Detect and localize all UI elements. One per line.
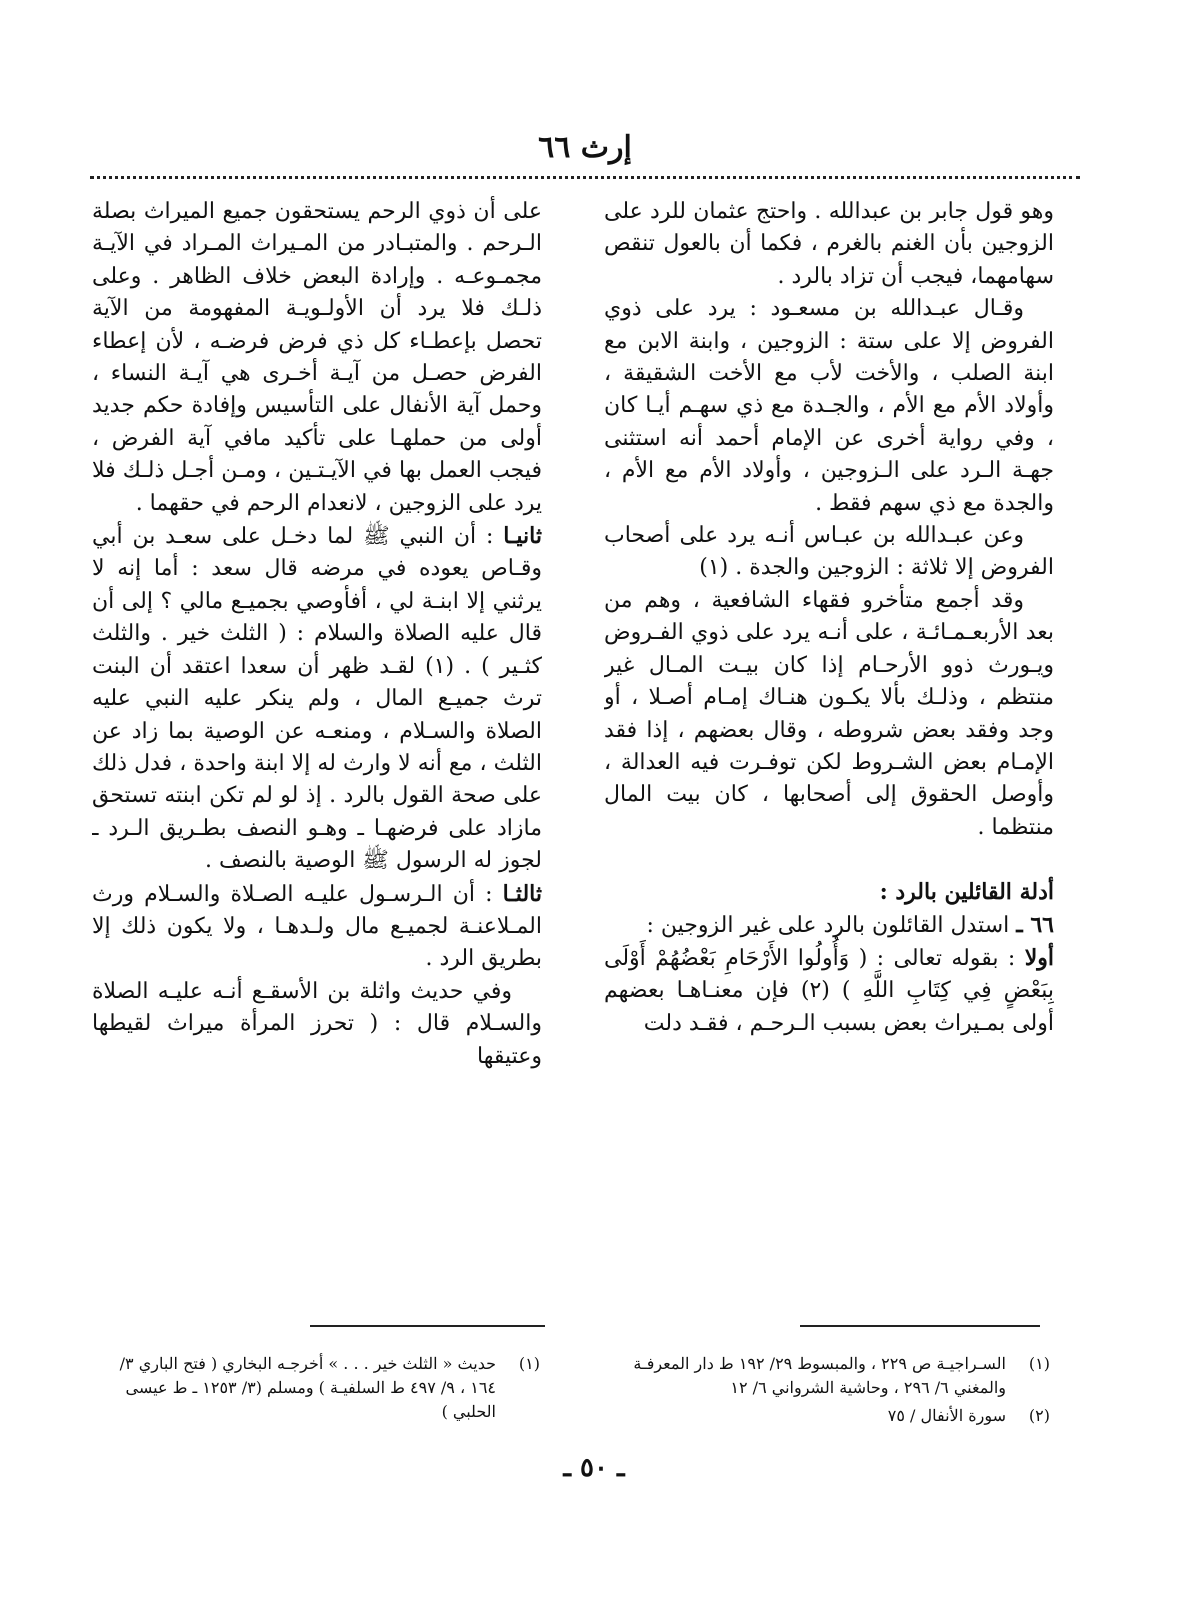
paragraph: وقد أجمع متأخرو فقهاء الشافعية ، وهم من بعد الأربعـمـائـة ، على أنـه يرد على ذوي الفـروض ويـورث ذوو الأرحـام إذا كان بيـت المـال غير منتظم ، وذلـك بألا يكـون هنـاك إمـام أصـلا ، أو وجد وفقد بعض شروطه ، وقال بعضهم ، إذا فقد الإمـام بعض الشـروط لكن توفـرت فيه العدالة ، وأوصل الحقوق إلى أصحابها ، كان بيت المال منتظما . xyxy=(604,587,1054,840)
paragraph: وهو قول جابر بن عبدالله . واحتج عثمان للرد على الزوجين بأن الغنم بالغرم ، فكما أن بالعول تنقص سهامهما، فيجب أن تزاد بالرد . xyxy=(604,199,1054,289)
point-label: ثالثـا xyxy=(502,880,542,907)
footnote-text: حديث « الثلث خير . . . » أخرجـه البخاري ( فتح الباري ٣/ ١٦٤ ، ٩/ ٤٩٧ ط السلفيـة ) ومسلم (٣/ ١٢٥٣ ـ ط عيسى الحلبي ) xyxy=(119,1354,496,1421)
paragraph: وفي حديث واثلة بن الأسقـع أنـه عليـه الصلاة والسـلام قال : ( تحرز المرأة ميراث لقيطها وعتيقها xyxy=(92,978,542,1069)
footnote xyxy=(600,1352,1050,1400)
footnote xyxy=(600,1404,1050,1428)
paragraph xyxy=(92,520,542,877)
footnote-divider xyxy=(310,1325,545,1327)
footnote-number: (٢) xyxy=(1028,1406,1050,1425)
paragraph-text: استدل القائلون بالرد على غير الزوجين : xyxy=(646,912,1010,938)
footnote-text: السـراجيـة ص ٢٢٩ ، والمبسوط ٢٩/ ١٩٢ ط دار المعرفـة والمغني ٦/ ٢٩٦ ، وحاشية الشرواني ٦/ ١٢ xyxy=(633,1354,1006,1397)
footnotes-left xyxy=(90,1352,540,1428)
paragraph xyxy=(604,942,1054,1040)
page-header xyxy=(90,128,1080,176)
left-column xyxy=(92,196,542,1316)
running-title: إرث ٦٦ xyxy=(538,130,632,165)
header-divider xyxy=(90,176,1080,179)
right-column xyxy=(604,196,1054,1316)
paragraph-number: ٦٦ ـ xyxy=(1016,911,1054,938)
paragraph xyxy=(604,909,1054,942)
paragraph xyxy=(92,878,542,976)
page-number: ـ ٥٠ ـ xyxy=(563,1453,625,1483)
paragraph-text: : بقوله تعالى : ( وَأُولُوا الأَرْحَامِ بَعْضُهُمْ أَوْلَى بِبَعْضٍ فِي كِتَابِ اللَّهِ ) (٢) فإن معنـاهـا بعضهم أولى بمـيراث بعض بسبب الـرحـم ، فقـد دلت xyxy=(604,945,1054,1036)
footnote xyxy=(90,1352,540,1424)
paragraph: وعن عبـدالله بن عبـاس أنـه يرد على أصحاب الفروض إلا ثلاثة : الزوجين والجدة . (١) xyxy=(604,523,1054,581)
footnote-number: (١) xyxy=(1028,1354,1050,1373)
footnote-divider xyxy=(800,1325,1040,1327)
footnote-number: (١) xyxy=(518,1354,540,1373)
paragraph-text: : أن الـرسـول عليـه الصـلاة والسـلام ورث المـلاعنـة لجميـع مال ولـدهـا ، ولا يكون ذلك إلا بطريق الرد . xyxy=(92,881,542,972)
point-label: ثانيـا xyxy=(503,523,542,550)
paragraph-text: : أن النبي ﷺ لما دخـل على سعـد بن أبي وقـاص يعوده في مرضه قال سعد : أما إنه لا يرثني إلا ابنـة لي ، أفأوصي بجميـع مالي ؟ إلى أن قال عليه الصلاة والسلام : ( الثلث خير . والثلث كثـير ) . (١) لقـد ظهر أن سعدا اعتقد أن البنت ترث جميـع المال ، ولم ينكر عليه النبي عليه الصلاة والسـلام ، ومنعـه عن الوصية بما زاد عن الثلث ، مع أنه لا وارث له إلا ابنة واحدة ، فدل ذلك على صحة القول بالرد . إذ لو لم تكن ابنته تستحق مازاد على فرضهـا ـ وهـو النصف بطـريق الـرد ـ لجوز له الرسول ﷺ الوصية بالنصف . xyxy=(92,524,542,874)
section-heading: أدلة القائلين بالرد : xyxy=(879,879,1054,906)
paragraph: وقـال عبـدالله بن مسعـود : يرد على ذوي الفروض إلا على ستة : الزوجين ، وابنة الابن مع ابنة الصلب ، والأخت لأب مع الأخت الشقيقة ، وأولاد الأم مع الأم ، والجـدة مع ذي سهـم أيـا كان ، وفي رواية أخرى عن الإمام أحمد أنه استثنى جهـة الـرد على الـزوجين ، وأولاد الأم مع الأم ، والجدة مع ذي سهم فقط . xyxy=(604,296,1054,516)
point-label: أولا xyxy=(1024,944,1054,971)
footnote-text: سورة الأنفال / ٧٥ xyxy=(887,1406,1006,1425)
paragraph: على أن ذوي الرحم يستحقون جميع الميراث بصلة الـرحم . والمتبـادر من المـيراث المـراد في الآيـة مجمـوعـه . وإرادة البعض خلاف الظاهر . وعلى ذلـك فلا يرد أن الأولـويـة المفهومة من الآية تحصل بإعطـاء كل ذي فرض فرضـه ، لأن إعطاء الفرض حصـل من آيـة أخـرى هي آيـة النساء ، وحمل آية الأنفال على التأسيس وإفادة حكم جديد أولى من حملهـا على تأكيد مافي آية الفرض ، فيجب العمل بها في الآيـتـين ، ومـن أجـل ذلـك فلا يرد على الزوجين ، لانعدام الرحم في حقهما . xyxy=(92,199,542,516)
footnotes-right xyxy=(600,1352,1050,1432)
